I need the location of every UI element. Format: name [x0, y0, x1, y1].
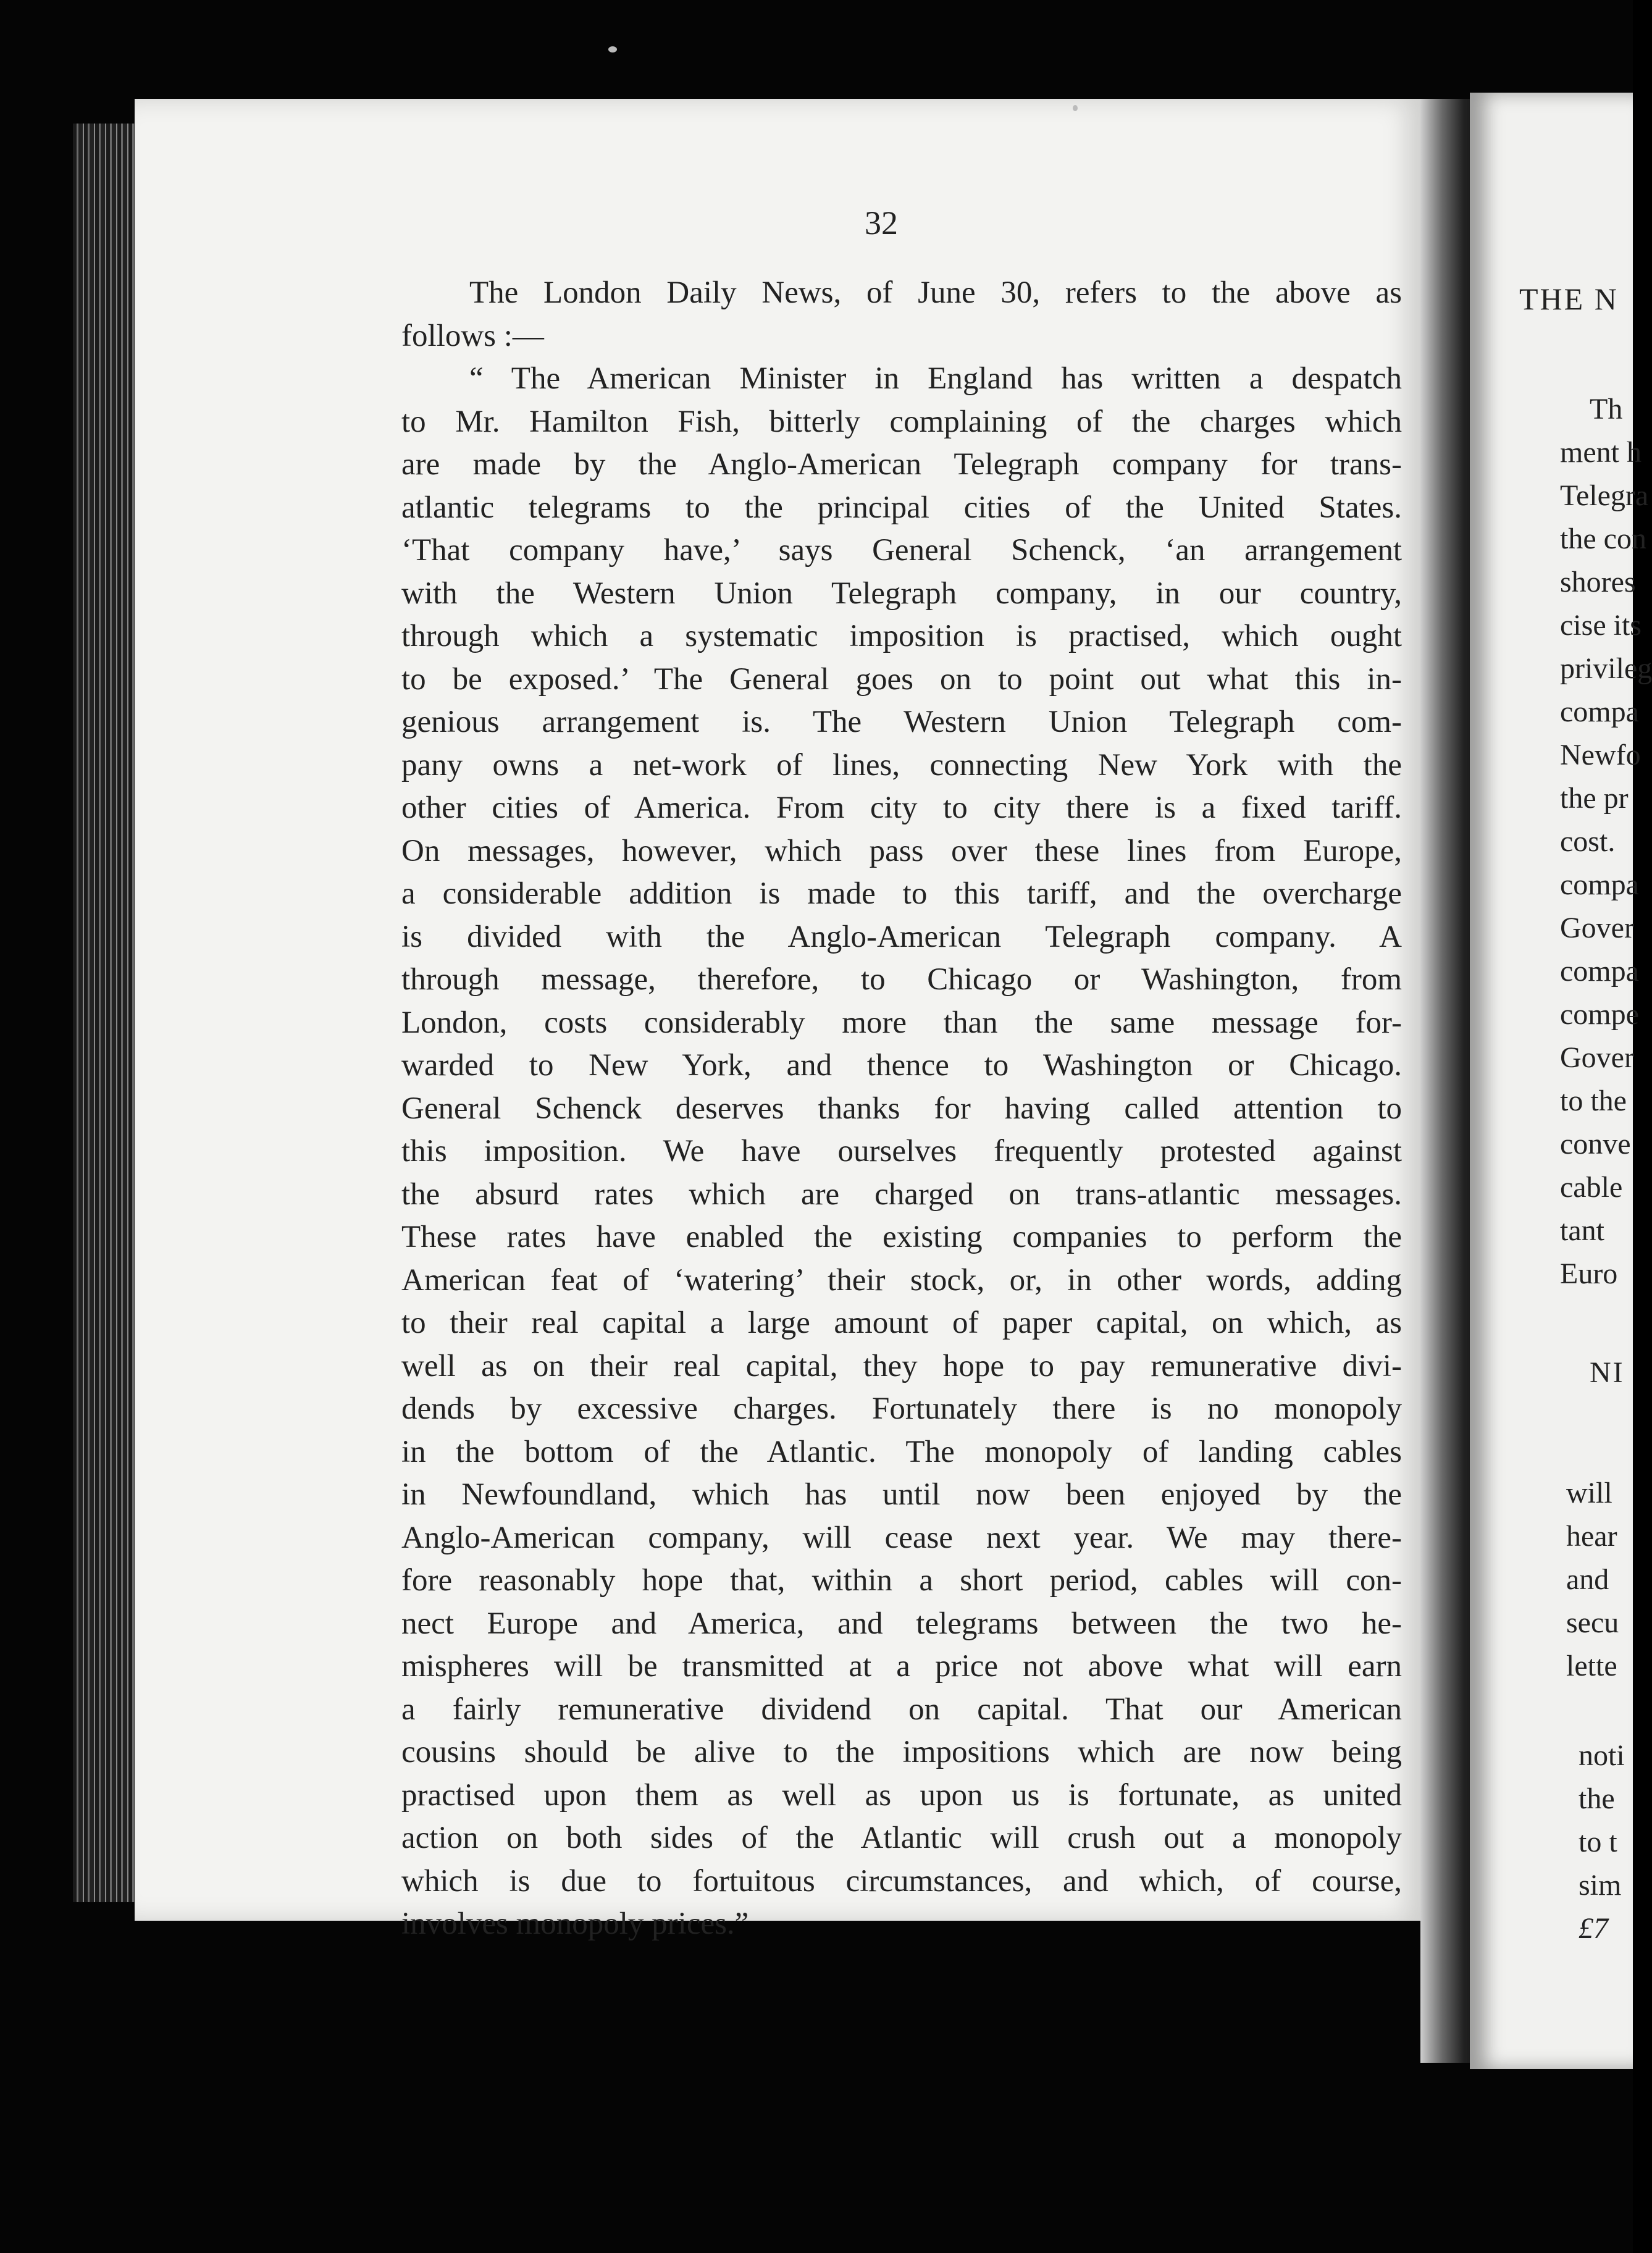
text-line: action on both sides of the Atlantic will crush out a monopoly	[401, 1821, 1402, 1855]
text-line: warded to New York, and thence to Washington or Chicago.	[401, 1048, 1402, 1083]
facing-line: £7	[1579, 1912, 1608, 1945]
text-line: is divided with the Anglo-American Telegraph company. A	[401, 919, 1402, 954]
text-line: to be exposed.’ The General goes on to point out what this in-	[401, 661, 1402, 697]
facing-line: to the	[1560, 1085, 1627, 1117]
text-line: pany owns a net-work of lines, connecting New York with the	[401, 747, 1402, 782]
facing-page-text	[1519, 0, 1652, 2253]
facing-line: compe	[1560, 998, 1639, 1031]
text-line: These rates have enabled the existing companies to perform the	[401, 1220, 1402, 1254]
text-line: nect Europe and America, and telegrams between the two he-	[401, 1606, 1402, 1641]
facing-line: to t	[1579, 1826, 1617, 1858]
text-line: practised upon them as well as upon us is fortunate, as united	[401, 1777, 1402, 1813]
text-line: cousins should be alive to the impositions which are now being	[401, 1735, 1402, 1769]
text-line: in Newfoundland, which has until now been enjoyed by the	[401, 1477, 1402, 1512]
facing-line: Euro	[1560, 1257, 1618, 1290]
text-line: with the Western Union Telegraph company, in our country,	[401, 576, 1402, 611]
text-line: a considerable addition is made to this tariff, and the overcharge	[401, 876, 1402, 911]
facing-line: ment h	[1560, 436, 1642, 469]
facing-heading: THE N	[1519, 282, 1619, 316]
text-line: well as on their real capital, they hope to pay remunerative divi-	[401, 1348, 1402, 1383]
text-line: involves monopoly prices.”	[401, 1907, 749, 1941]
facing-line: compa	[1560, 695, 1639, 728]
text-line: dends by excessive charges. Fortunately there is no monopoly	[401, 1391, 1402, 1426]
facing-heading: NI	[1590, 1356, 1625, 1389]
text-line: American feat of ‘watering’ their stock, or, in other words, adding	[401, 1262, 1402, 1298]
text-line: the absurd rates which are charged on trans-atlantic messages.	[401, 1177, 1402, 1212]
facing-line: conve	[1560, 1128, 1631, 1160]
text-line: atlantic telegrams to the principal cities of the United States.	[401, 490, 1402, 525]
text-line: other cities of America. From city to city there is a fixed tariff.	[401, 791, 1402, 825]
text-line: to their real capital a large amount of paper capital, on which, as	[401, 1306, 1402, 1340]
dust-speck	[608, 46, 617, 52]
facing-line: hear	[1566, 1520, 1617, 1553]
facing-line: compa	[1560, 955, 1639, 988]
text-line: “ The American Minister in England has written a despatch	[469, 361, 1402, 396]
facing-line: privileg	[1560, 652, 1652, 685]
text-line: On messages, however, which pass over these lines from Europe,	[401, 833, 1402, 868]
text-line: fore reasonably hope that, within a short period, cables will con-	[401, 1563, 1402, 1598]
text-line: in the bottom of the Atlantic. The monopoly of landing cables	[401, 1434, 1402, 1469]
facing-line: the	[1579, 1782, 1615, 1815]
facing-line: Gover	[1560, 912, 1634, 944]
facing-line: tant	[1560, 1214, 1604, 1247]
facing-line: noti	[1579, 1739, 1625, 1772]
text-line: follows :—	[401, 318, 544, 353]
text-line: London, costs considerably more than the same message for-	[401, 1005, 1402, 1040]
facing-line: Th	[1590, 393, 1623, 426]
text-line: genious arrangement is. The Western Union Telegraph com-	[401, 705, 1402, 739]
facing-line: Newfo	[1560, 739, 1641, 771]
facing-line: Gover	[1560, 1041, 1634, 1074]
facing-line: will	[1566, 1477, 1612, 1509]
text-line: which is due to fortuitous circumstances, and which, of course,	[401, 1863, 1402, 1898]
page-body-text	[401, 272, 1402, 1946]
facing-line: secu	[1566, 1606, 1619, 1639]
text-line: ‘That company have,’ says General Schenck, ‘an arrangement	[401, 533, 1402, 568]
page-number: 32	[865, 204, 898, 241]
facing-line: and	[1566, 1563, 1609, 1596]
facing-line: the pr	[1560, 782, 1629, 815]
page-edges	[73, 124, 141, 1902]
text-line: The London Daily News, of June 30, refers to the above as	[469, 275, 1402, 310]
facing-line: cise its	[1560, 609, 1642, 642]
text-line: General Schenck deserves thanks for having called attention to	[401, 1091, 1402, 1126]
dust-speck	[1073, 105, 1078, 111]
text-line: mispheres will be transmitted at a price not above what will earn	[401, 1649, 1402, 1684]
text-line: are made by the Anglo-American Telegraph company for trans-	[401, 447, 1402, 482]
text-line: to Mr. Hamilton Fish, bitterly complaining of the charges which	[401, 404, 1402, 439]
facing-line: sim	[1579, 1869, 1622, 1902]
facing-line: Telegra	[1560, 479, 1649, 512]
text-line: through message, therefore, to Chicago or Washington, from	[401, 962, 1402, 997]
text-line: a fairly remunerative dividend on capital. That our American	[401, 1692, 1402, 1727]
text-line: this imposition. We have ourselves frequently protested against	[401, 1134, 1402, 1168]
facing-line: compa	[1560, 868, 1639, 901]
facing-line: cost.	[1560, 825, 1616, 858]
text-line: Anglo-American company, will cease next year. We may there-	[401, 1520, 1402, 1555]
facing-line: shores	[1560, 566, 1636, 598]
facing-line: the con	[1560, 522, 1646, 555]
text-line: through which a systematic imposition is practised, which ought	[401, 619, 1402, 653]
facing-line: lette	[1566, 1650, 1617, 1682]
facing-line: cable	[1560, 1171, 1623, 1204]
